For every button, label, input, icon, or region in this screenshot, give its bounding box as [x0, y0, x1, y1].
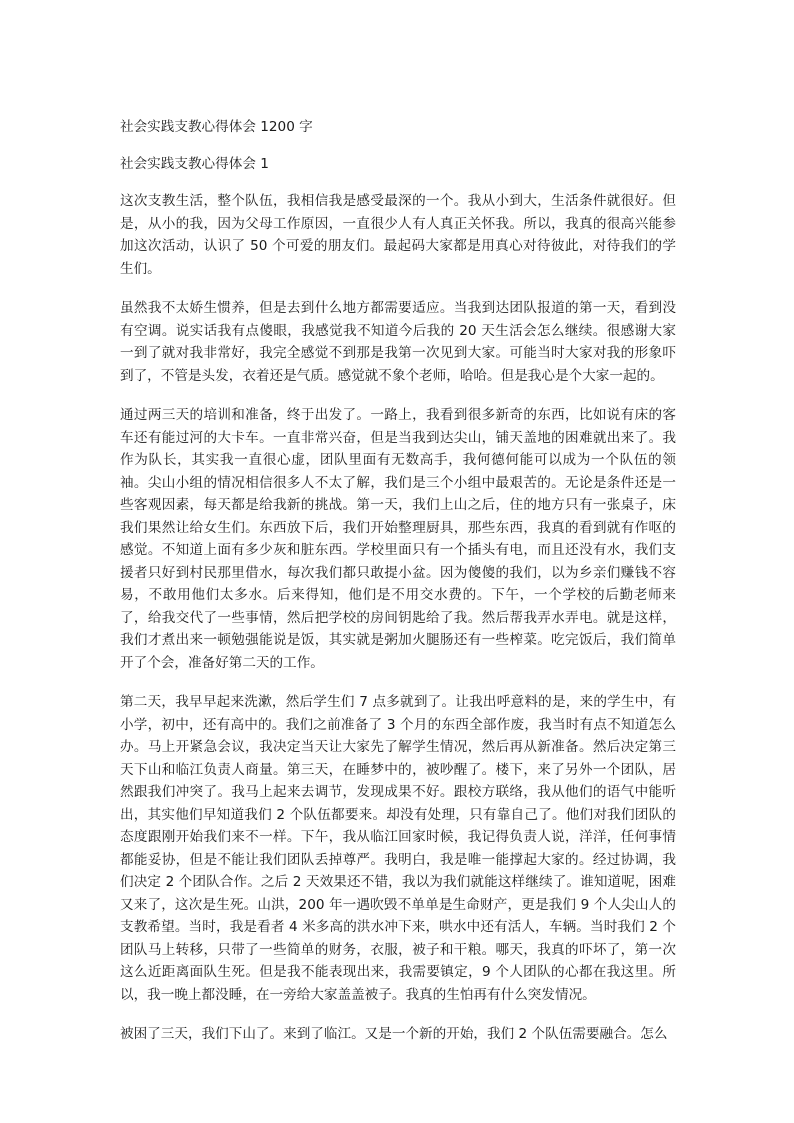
paragraph-5: 被困了三天，我们下山了。来到了临江。又是一个新的开始，我们 2 个队伍需要融合。怎么	[120, 1026, 668, 1042]
paragraph-2: 虽然我不太娇生惯养，但是去到什么地方都需要适应。当我到达团队报道的第一天，看到没有空调。说实话我有点傻眼，我感觉我不知道今后我的 20 天生活会怎么继续。很感谢大家一到了就对我非常好，我完全感觉不到那是我第一次见到大家。可能当时大家对我的形象吓到了，不管是头发，衣着还是气质。感觉就不象个老师，哈哈。但是我心是个大家一起的。	[120, 300, 676, 384]
section-heading: 社会实践支教心得体会 1	[120, 155, 269, 172]
paragraph-3: 通过两三天的培训和准备，终于出发了。一路上，我看到很多新奇的东西，比如说有床的客车还有能过河的大卡车。一直非常兴奋，但是当我到达尖山，铺天盖地的困难就出来了。我作为队长，其实我一直很心虚，团队里面有无数高手，我何德何能可以成为一个队伍的领袖。尖山小组的情况相信很多人不太了解，我们是三个小组中最艰苦的。无论是条件还是一些客观因素，每天都是给我新的挑战。第一天，我们上山之后，住的地方只有一张桌子，床我们果然让给女生们。东西放下后，我们开始整理厨具，那些东西，我真的看到就有作呕的感觉。不知道上面有多少灰和脏东西。学校里面只有一个插头有电，而且还没有水，我们支援者只好到村民那里借水，每次我们都只敢提小盆。因为傻傻的我们，以为乡亲们赚钱不容易，不敢用他们太多水。后来得知，他们是不用交水费的。下午，一个学校的后勤老师来了，给我交代了一些事情，然后把学校的房间钥匙给了我。然后帮我弄水弄电。就是这样，我们才煮出来一顿勉强能说是饭，其实就是粥加火腿肠还有一些榨菜。吃完饭后，我们简单开了个会，准备好第二天的工作。	[120, 407, 676, 671]
paragraph-4: 第二天，我早早起来洗漱，然后学生们 7 点多就到了。让我出呼意料的是，来的学生中，有小学，初中，还有高中的。我们之前准备了 3 个月的东西全部作废，我当时有点不知道怎么办。马上开紧急会议，我决定当天让大家先了解学生情况，然后再从新准备。然后决定第三天下山和临江负责人商量。第三天，在睡梦中的，被吵醒了。楼下，来了另外一个团队，居然跟我们冲突了。我马上起来去调节，发现成果不好。跟校方联络，我从他们的语气中能听出，其实他们早知道我们 2 个队伍都要来。却没有处理，只有靠自己了。他们对我们团队的态度跟刚开始我们来不一样。下午，我从临江回家时候，我记得负责人说，洋洋，任何事情都能妥协，但是不能让我们团队丢掉尊严。我明白，我是唯一能撑起大家的。经过协调，我们决定 2 个团队合作。之后 2 天效果还不错，我以为我们就能这样继续了。谁知道呢，困难又来了，这次是生死。山洪，200 年一遇吹毁不单单是生命财产，更是我们 9 个人尖山人的支教希望。当时，我是看者 4 米多高的洪水冲下来，哄水中还有活人，车辆。当时我们 2 个团队马上转移，只带了一些简单的财务，衣服，被子和干粮。哪天，我真的吓坏了，第一次这么近距离面队生死。但是我不能表现出来，我需要镇定，9 个人团队的心都在我这里。所以，我一晚上都没睡，在一旁给大家盖盖被子。我真的生怕再有什么突发情况。	[120, 694, 676, 1003]
document-title: 社会实践支教心得体会 1200 字	[120, 119, 313, 135]
document-body	[120, 116, 676, 1063]
paragraph-1: 这次支教生活，整个队伍，我相信我是感受最深的一个。我从小到大，生活条件就很好。但是，从小的我，因为父母工作原因，一直很少人有人真正关怀我。所以，我真的很高兴能参加这次活动，认识了 50 个可爱的朋友们。最起码大家都是用真心对待彼此，对待我们的学生们。	[120, 193, 676, 277]
